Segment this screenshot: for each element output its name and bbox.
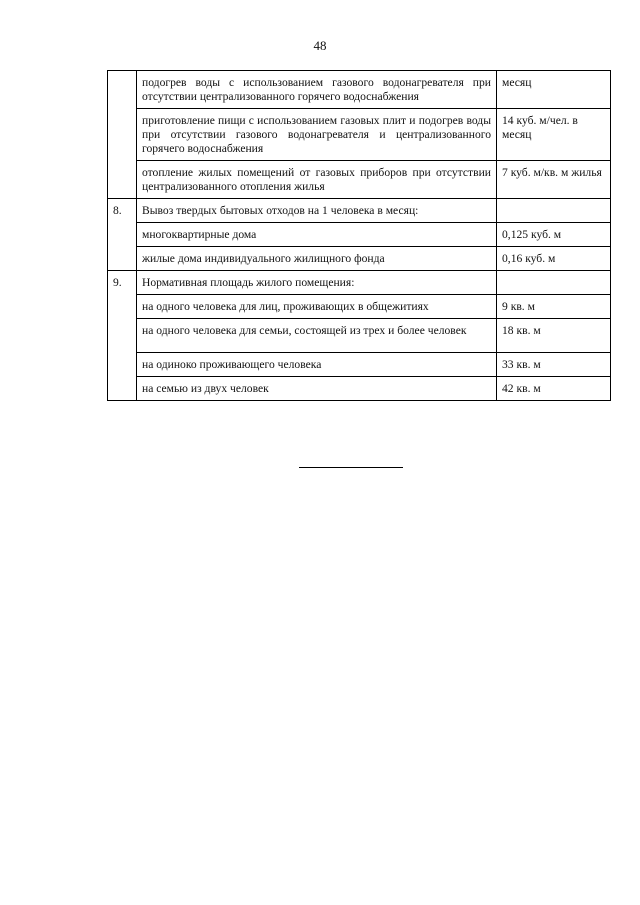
row-description: на одиноко проживающего человека: [137, 353, 497, 377]
row-value: 14 куб. м/чел. в месяц: [497, 109, 611, 161]
row-description: на одного человека для лиц, проживающих в общежитиях: [137, 295, 497, 319]
row-number: 9.: [108, 271, 137, 401]
norms-table: [107, 70, 611, 401]
page-number: 48: [313, 38, 327, 53]
row-description: подогрев воды с использованием газового водонагревателя при отсутствии централизованного горячего водоснабжения: [137, 71, 497, 109]
table-row: [108, 71, 611, 109]
table-row: [108, 271, 611, 295]
row-description: на семью из двух человек: [137, 377, 497, 401]
row-description: отопление жилых помещений от газовых приборов при отсутствии централизованного отопления жилья: [137, 161, 497, 199]
row-description: Нормативная площадь жилого помещения:: [137, 271, 497, 295]
end-divider-line: [299, 467, 403, 468]
table-row: [108, 161, 611, 199]
row-value: 33 кв. м: [497, 353, 611, 377]
row-value: 7 куб. м/кв. м жилья: [497, 161, 611, 199]
row-value: 42 кв. м: [497, 377, 611, 401]
table-row: [108, 199, 611, 223]
row-value: 18 кв. м: [497, 319, 611, 353]
row-value: [497, 199, 611, 223]
row-value: [497, 271, 611, 295]
row-description: жилые дома индивидуального жилищного фонда: [137, 247, 497, 271]
table-row: [108, 353, 611, 377]
row-value: 0,125 куб. м: [497, 223, 611, 247]
row-value: 0,16 куб. м: [497, 247, 611, 271]
table-row: [108, 295, 611, 319]
table-row: [108, 109, 611, 161]
table-row: [108, 223, 611, 247]
row-description: Вывоз твердых бытовых отходов на 1 человека в месяц:: [137, 199, 497, 223]
row-description: на одного человека для семьи, состоящей из трех и более человек: [137, 319, 497, 353]
table-row: [108, 319, 611, 353]
table-row: [108, 247, 611, 271]
row-number: [108, 71, 137, 199]
table-row: [108, 377, 611, 401]
row-description: приготовление пищи с использованием газовых плит и подогрев воды при отсутствии газового водонагревателя и централизованного горячего водоснабжения: [137, 109, 497, 161]
row-value: месяц: [497, 71, 611, 109]
row-value: 9 кв. м: [497, 295, 611, 319]
row-number: 8.: [108, 199, 137, 271]
row-description: многоквартирные дома: [137, 223, 497, 247]
